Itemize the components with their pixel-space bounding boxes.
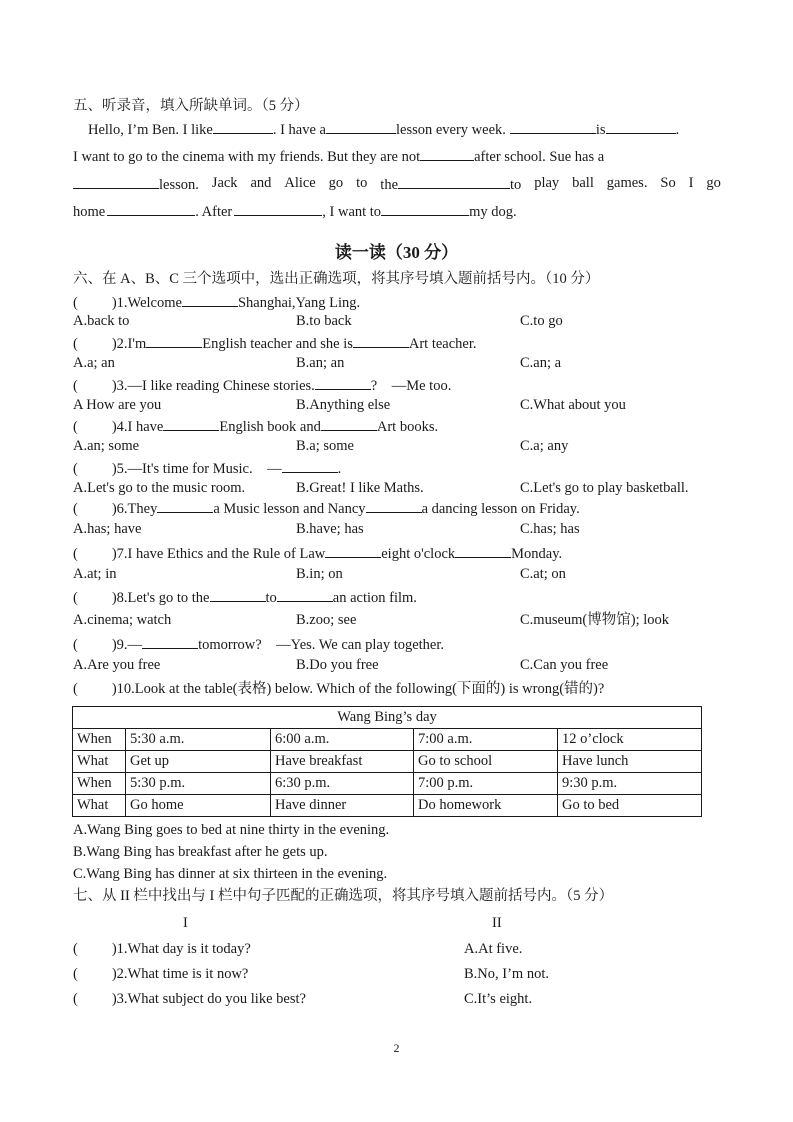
question-2 — [73, 333, 477, 353]
answer-paren[interactable]: ( — [73, 681, 78, 697]
table-cell: 12 o’clock — [558, 729, 702, 751]
section5-line2 — [73, 146, 604, 166]
table-cell: Have lunch — [558, 751, 702, 773]
column-i-header: I — [183, 915, 188, 931]
text: English teacher and she is — [202, 336, 353, 352]
blank[interactable] — [146, 333, 202, 348]
text: )1.Welcome — [111, 295, 182, 311]
text: )9.— — [111, 637, 143, 653]
text: lesson every week. — [395, 122, 506, 138]
blank[interactable] — [325, 543, 381, 558]
table-cell: 9:30 p.m. — [558, 773, 702, 795]
text: )10.Look at the table(表格) below. Which of the following(下面的) is wrong(错的)? — [111, 681, 605, 697]
blank-10[interactable] — [381, 201, 469, 216]
option-c: C.a; any — [520, 438, 569, 454]
question-2-options — [73, 354, 733, 372]
text: I want to go to the cinema with my friends. But they are not — [73, 149, 421, 165]
question-4 — [73, 416, 438, 436]
option-c: C.Can you free — [520, 657, 609, 673]
text: to — [265, 590, 277, 606]
question-9 — [73, 634, 444, 654]
answer-paren[interactable]: ( — [73, 590, 78, 606]
question-3 — [73, 375, 451, 395]
option-a: A.at; in — [73, 566, 117, 582]
answer-paren[interactable]: ( — [73, 501, 78, 517]
blank[interactable] — [315, 375, 371, 390]
match-answer-b: B.No, I’m not. — [464, 966, 549, 982]
blank-5[interactable] — [420, 146, 474, 161]
table-row — [73, 729, 702, 751]
question-6 — [73, 498, 580, 518]
option-a: A.has; have — [73, 521, 142, 537]
blank-4[interactable] — [606, 119, 676, 134]
answer-paren[interactable]: ( — [73, 941, 78, 957]
answer-paren[interactable]: ( — [73, 419, 78, 435]
text: go — [706, 175, 721, 191]
answer-paren[interactable]: ( — [73, 336, 78, 352]
table-cell: 5:30 a.m. — [126, 729, 271, 751]
match-item-1 — [73, 940, 251, 958]
text: and — [250, 175, 272, 191]
table-row — [73, 751, 702, 773]
match-answer-a: A.At five. — [464, 941, 523, 957]
text: is — [595, 122, 606, 138]
text: )8.Let's go to the — [111, 590, 210, 606]
answer-paren[interactable]: ( — [73, 378, 78, 394]
table-cell: Go to bed — [558, 795, 702, 817]
table-cell: Have breakfast — [271, 751, 414, 773]
option-c: C.to go — [520, 313, 563, 329]
text: )3.—I like reading Chinese stories. — [111, 378, 315, 394]
option-c: C.What about you — [520, 397, 626, 413]
reading-section-title: 读一读（30 分） — [334, 243, 459, 262]
q10-option-a: A.Wang Bing goes to bed at nine thirty in the evening. — [73, 822, 390, 838]
text: an action film. — [332, 590, 417, 606]
text: English book and — [219, 419, 321, 435]
table-cell: Go to school — [414, 751, 558, 773]
blank[interactable] — [182, 292, 238, 307]
match-answer-c: C.It’s eight. — [464, 991, 533, 1007]
table-cell: Do homework — [414, 795, 558, 817]
table-cell: 7:00 p.m. — [414, 773, 558, 795]
text: Shanghai,Yang Ling. — [237, 295, 361, 311]
table-cell: When — [73, 729, 126, 751]
text: )2.What time is it now? — [111, 966, 249, 982]
question-8 — [73, 587, 417, 607]
question-6-options — [73, 520, 733, 538]
text: tomorrow? —Yes. We can play together. — [198, 637, 445, 653]
table-row — [73, 773, 702, 795]
question-10 — [73, 680, 604, 698]
table-caption: Wang Bing’s day — [73, 707, 702, 729]
text: to — [356, 175, 368, 191]
text: Jack — [211, 175, 238, 191]
blank[interactable] — [321, 416, 377, 431]
text: , I want to — [322, 204, 382, 220]
q10-option-b: B.Wang Bing has breakfast after he gets up. — [73, 844, 328, 860]
text: )3.What subject do you like best? — [111, 991, 306, 1007]
option-a: A.cinema; watch — [73, 612, 172, 628]
text: )7.I have Ethics and the Rule of Law — [111, 546, 326, 562]
question-8-options — [73, 611, 733, 629]
text: after school. Sue has a — [474, 149, 605, 165]
text: Alice — [284, 175, 316, 191]
text: go — [328, 175, 344, 191]
text: )2.I'm — [111, 336, 147, 352]
blank[interactable] — [157, 498, 213, 513]
section5-line3 — [73, 174, 721, 194]
text: eight o'clock — [381, 546, 456, 562]
question-3-options — [73, 396, 733, 414]
text: ? —Me too. — [370, 378, 452, 394]
text: to — [510, 177, 522, 193]
question-5-options — [73, 479, 733, 497]
option-a: A.an; some — [73, 438, 140, 454]
answer-paren[interactable]: ( — [73, 991, 78, 1007]
table-caption-row — [73, 707, 702, 729]
option-c: C.an; a — [520, 355, 562, 371]
text: So — [660, 175, 676, 191]
table-cell: What — [73, 795, 126, 817]
match-item-2 — [73, 965, 248, 983]
option-b: B.an; an — [296, 355, 345, 371]
option-c: C.Let's go to play basketball. — [520, 480, 689, 496]
option-c: C.has; has — [520, 521, 580, 537]
blank[interactable] — [366, 498, 422, 513]
wang-bing-schedule-table — [72, 706, 702, 817]
table-cell: 5:30 p.m. — [126, 773, 271, 795]
text: Hello, I’m Ben. I like — [88, 122, 213, 138]
text: Art books. — [376, 419, 439, 435]
table-cell: Get up — [126, 751, 271, 773]
option-b: B.Anything else — [296, 397, 391, 413]
section5-heading: 五、听录音，填入所缺单词。（5 分） — [73, 98, 309, 114]
table-row — [73, 795, 702, 817]
blank[interactable] — [455, 543, 511, 558]
text: lesson. — [159, 177, 199, 193]
text: my dog. — [469, 204, 517, 220]
q10-option-c: C.Wang Bing has dinner at six thirteen in the evening. — [73, 866, 388, 882]
text: . — [675, 122, 680, 138]
blank[interactable] — [282, 458, 338, 473]
answer-paren[interactable]: ( — [73, 637, 78, 653]
text: )5.—It's time for Music. — — [111, 461, 282, 477]
table-cell: Go home — [126, 795, 271, 817]
answer-paren[interactable]: ( — [73, 546, 78, 562]
question-1 — [73, 292, 360, 312]
option-a: A.Let's go to the music room. — [73, 480, 246, 496]
blank-7[interactable] — [398, 174, 510, 189]
question-1-options — [73, 312, 733, 330]
blank[interactable] — [277, 587, 333, 602]
section5-line1 — [88, 119, 679, 139]
table-cell: 6:30 p.m. — [271, 773, 414, 795]
text: Art teacher. — [408, 336, 477, 352]
option-a: A.Are you free — [73, 657, 161, 673]
text: the — [380, 177, 399, 193]
text: ball — [572, 175, 594, 191]
text: a Music lesson and Nancy — [213, 501, 366, 517]
option-b: B.zoo; see — [296, 612, 357, 628]
table-cell: Have dinner — [271, 795, 414, 817]
question-5 — [73, 458, 341, 478]
blank-1[interactable] — [213, 119, 273, 134]
option-b: B.to back — [296, 313, 352, 329]
section5-line4 — [73, 201, 517, 221]
match-item-3 — [73, 990, 306, 1008]
text: . After — [195, 204, 233, 220]
table-cell: What — [73, 751, 126, 773]
option-a: A How are you — [73, 397, 162, 413]
question-7-options — [73, 565, 733, 583]
text: )4.I have — [111, 419, 164, 435]
option-b: B.Do you free — [296, 657, 379, 673]
option-b: B.have; has — [296, 521, 364, 537]
blank[interactable] — [142, 634, 198, 649]
table-cell: When — [73, 773, 126, 795]
question-4-options — [73, 437, 733, 455]
answer-paren[interactable]: ( — [73, 295, 78, 311]
text: play — [534, 175, 560, 191]
answer-paren[interactable]: ( — [73, 461, 78, 477]
section6-heading: 六、在 A、B、C 三个选项中，选出正确选项，将其序号填入题前括号内。（10 分） — [73, 271, 600, 287]
text: Monday. — [511, 546, 563, 562]
blank-2[interactable] — [326, 119, 396, 134]
column-ii-header: II — [492, 915, 502, 931]
blank[interactable] — [210, 587, 266, 602]
blank[interactable] — [163, 416, 219, 431]
blank-9[interactable] — [234, 201, 322, 216]
table-cell: 7:00 a.m. — [414, 729, 558, 751]
page-number: 2 — [393, 1041, 400, 1055]
blank[interactable] — [353, 333, 409, 348]
option-a: A.back to — [73, 313, 130, 329]
text: )1.What day is it today? — [111, 941, 251, 957]
table-cell: 6:00 a.m. — [271, 729, 414, 751]
blank-6[interactable] — [73, 174, 159, 189]
text: games. — [606, 175, 648, 191]
text: . I have a — [272, 122, 326, 138]
text: a dancing lesson on Friday. — [421, 501, 580, 517]
question-7 — [73, 543, 562, 563]
option-b: B.a; some — [296, 438, 354, 454]
option-a: A.a; an — [73, 355, 115, 371]
text: home — [73, 204, 106, 220]
blank-8[interactable] — [107, 201, 195, 216]
blank-3[interactable] — [510, 119, 596, 134]
text: )6.They — [111, 501, 158, 517]
option-b: B.in; on — [296, 566, 343, 582]
answer-paren[interactable]: ( — [73, 966, 78, 982]
question-9-options — [73, 656, 733, 674]
option-c: C.at; on — [520, 566, 566, 582]
option-c: C.museum(博物馆); look — [520, 612, 670, 628]
option-b: B.Great! I like Maths. — [296, 480, 424, 496]
section7-heading: 七、从 II 栏中找出与 I 栏中句子匹配的正确选项，将其序号填入题前括号内。（5 分） — [73, 888, 614, 904]
text: . — [337, 461, 342, 477]
text: I — [688, 175, 694, 191]
